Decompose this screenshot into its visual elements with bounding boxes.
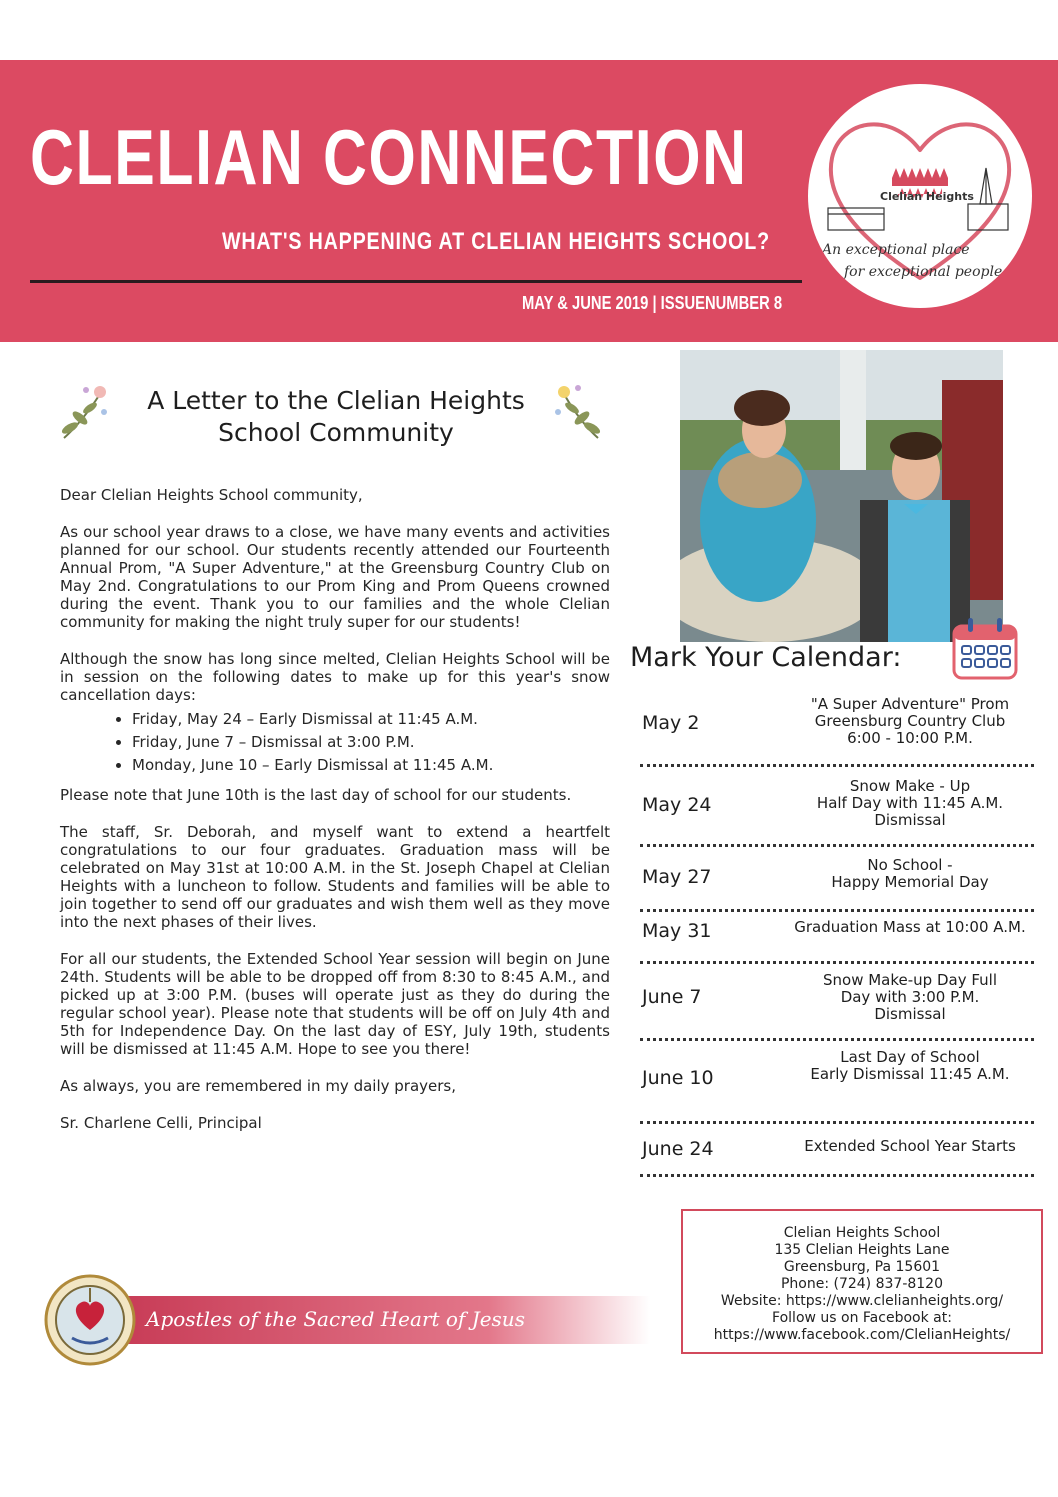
- calendar-date: June 24: [642, 1138, 714, 1160]
- letter-signature: Sr. Charlene Celli, Principal: [60, 1114, 262, 1132]
- letter-paragraph: For all our students, the Extended School Year session will begin on June 24th. Students will be able to be dropped off from 8:30 to 8:45 A.M., and picked up at 3:00 P.M. (buses will operate just as they do during the regular school year). Please note that students will be off on July 4th and 5th for Independence Day. On the last day of ESY, July 19th, students will be dismissed at 11:45 A.M. Hope to see you there!: [60, 950, 610, 1058]
- calendar-date: May 27: [642, 866, 712, 888]
- issue-info: MAY & JUNE 2019 | ISSUENUMBER 8: [522, 293, 783, 313]
- calendar-event: Snow Make - Up Half Day with 11:45 A.M. Dismissal: [816, 777, 1004, 829]
- list-item: • Monday, June 10 – Early Dismissal at 11:45 A.M.: [132, 756, 610, 774]
- contact-box: [681, 1209, 1043, 1354]
- calendar-date: May 24: [642, 794, 712, 816]
- masthead-title: CLELIAN CONNECTION: [30, 113, 748, 201]
- letter-paragraph: The staff, Sr. Deborah, and myself want to extend a heartfelt congratulations to our four graduates. Graduation mass will be celebrated on May 31st at 10:00 A.M. in the St. Joseph Chapel at Clelian Heights with a luncheon to follow. Students and families will be able to join together to send off our graduates and wish them well as they move into the next phases of their lives.: [60, 823, 610, 931]
- letter-paragraph: As our school year draws to a close, we have many events and activities planned for our school. Our students recently attended our Fourteenth Annual Prom, "A Super Adventure," at the Greensburg Country Club on May 2nd. Congratulations to our Prom King and Prom Queens crowned during the event. Thank you to our families and the whole Clelian community for making the night truly super for our students!: [60, 523, 610, 631]
- letter-heading: [108, 385, 564, 449]
- list-item: • Friday, June 7 – Dismissal at 3:00 P.M.: [132, 733, 610, 751]
- calendar-row: [640, 915, 1034, 964]
- contact-facebook-link[interactable]: https://www.facebook.com/ClelianHeights/: [713, 1327, 1011, 1343]
- letter-closing: As always, you are remembered in my daily prayers,: [60, 1077, 456, 1095]
- letter-heading-line-1: A Letter to the Clelian Heights: [147, 386, 525, 415]
- contact-phone: Phone: (724) 837-8120: [780, 1276, 944, 1292]
- calendar-row: [640, 776, 1034, 847]
- calendar-date: May 31: [642, 920, 712, 942]
- calendar-date: June 10: [642, 1067, 714, 1089]
- calendar-event: "A Super Adventure" Prom Greensburg Country Club 6:00 - 10:00 P.M.: [810, 695, 1010, 747]
- calendar-event: No School - Happy Memorial Day: [831, 856, 989, 891]
- calendar-event: Last Day of School Early Dismissal 11:45 A.M.: [810, 1048, 1010, 1083]
- calendar-row: [640, 970, 1034, 1041]
- makeup-days-list: [60, 710, 610, 774]
- calendar-event: Snow Make-up Day Full Day with 3:00 P.M. Dismissal: [822, 971, 997, 1023]
- letter-paragraph: Although the snow has long since melted, Clelian Heights School will be in session on the following dates to make up for this year's snow cancellation days:: [60, 650, 610, 704]
- calendar-row: [640, 855, 1034, 912]
- list-item: • Friday, May 24 – Early Dismissal at 11:45 A.M.: [132, 710, 610, 728]
- calendar-event: Graduation Mass at 10:00 A.M.: [794, 918, 1026, 936]
- calendar-heading: Mark Your Calendar:: [630, 642, 902, 673]
- contact-address-line-1: 135 Clelian Heights Lane: [774, 1242, 950, 1258]
- logo-motto-line-2: for exceptional people: [844, 264, 1003, 280]
- letter-heading-line-2: School Community: [218, 418, 454, 447]
- contact-website[interactable]: Website: https://www.clelianheights.org/: [720, 1293, 1004, 1309]
- contact-school-name: Clelian Heights School: [783, 1225, 941, 1241]
- floral-sprig-icon: [56, 376, 112, 446]
- tagline: WHAT'S HAPPENING AT CLELIAN HEIGHTS SCHOOL?: [222, 228, 770, 255]
- contact-address-line-2: Greensburg, Pa 15601: [783, 1259, 941, 1275]
- letter-paragraph: Please note that June 10th is the last day of school for our students.: [60, 786, 572, 804]
- header-divider: [30, 280, 802, 283]
- logo-school-name: Clelian Heights: [880, 190, 974, 203]
- calendar-event: Extended School Year Starts: [804, 1137, 1016, 1155]
- floral-sprig-icon: [550, 376, 606, 446]
- letter-body: [60, 486, 610, 1151]
- calendar-row: [640, 694, 1034, 767]
- calendar-date: May 2: [642, 712, 700, 734]
- calendar-date: June 7: [642, 986, 702, 1008]
- school-logo: [808, 84, 1032, 308]
- calendar-row: [640, 1049, 1034, 1124]
- logo-motto-line-1: An exceptional place: [822, 242, 970, 258]
- calendar-icon: [948, 612, 1022, 684]
- footer-motto: Apostles of the Sacred Heart of Jesus: [146, 1307, 525, 1331]
- calendar-row: [640, 1134, 1034, 1177]
- contact-facebook-label: Follow us on Facebook at:: [772, 1310, 952, 1326]
- letter-greeting: Dear Clelian Heights School community,: [60, 486, 363, 504]
- crest-icon: [42, 1272, 138, 1368]
- prom-photo: [680, 350, 1003, 642]
